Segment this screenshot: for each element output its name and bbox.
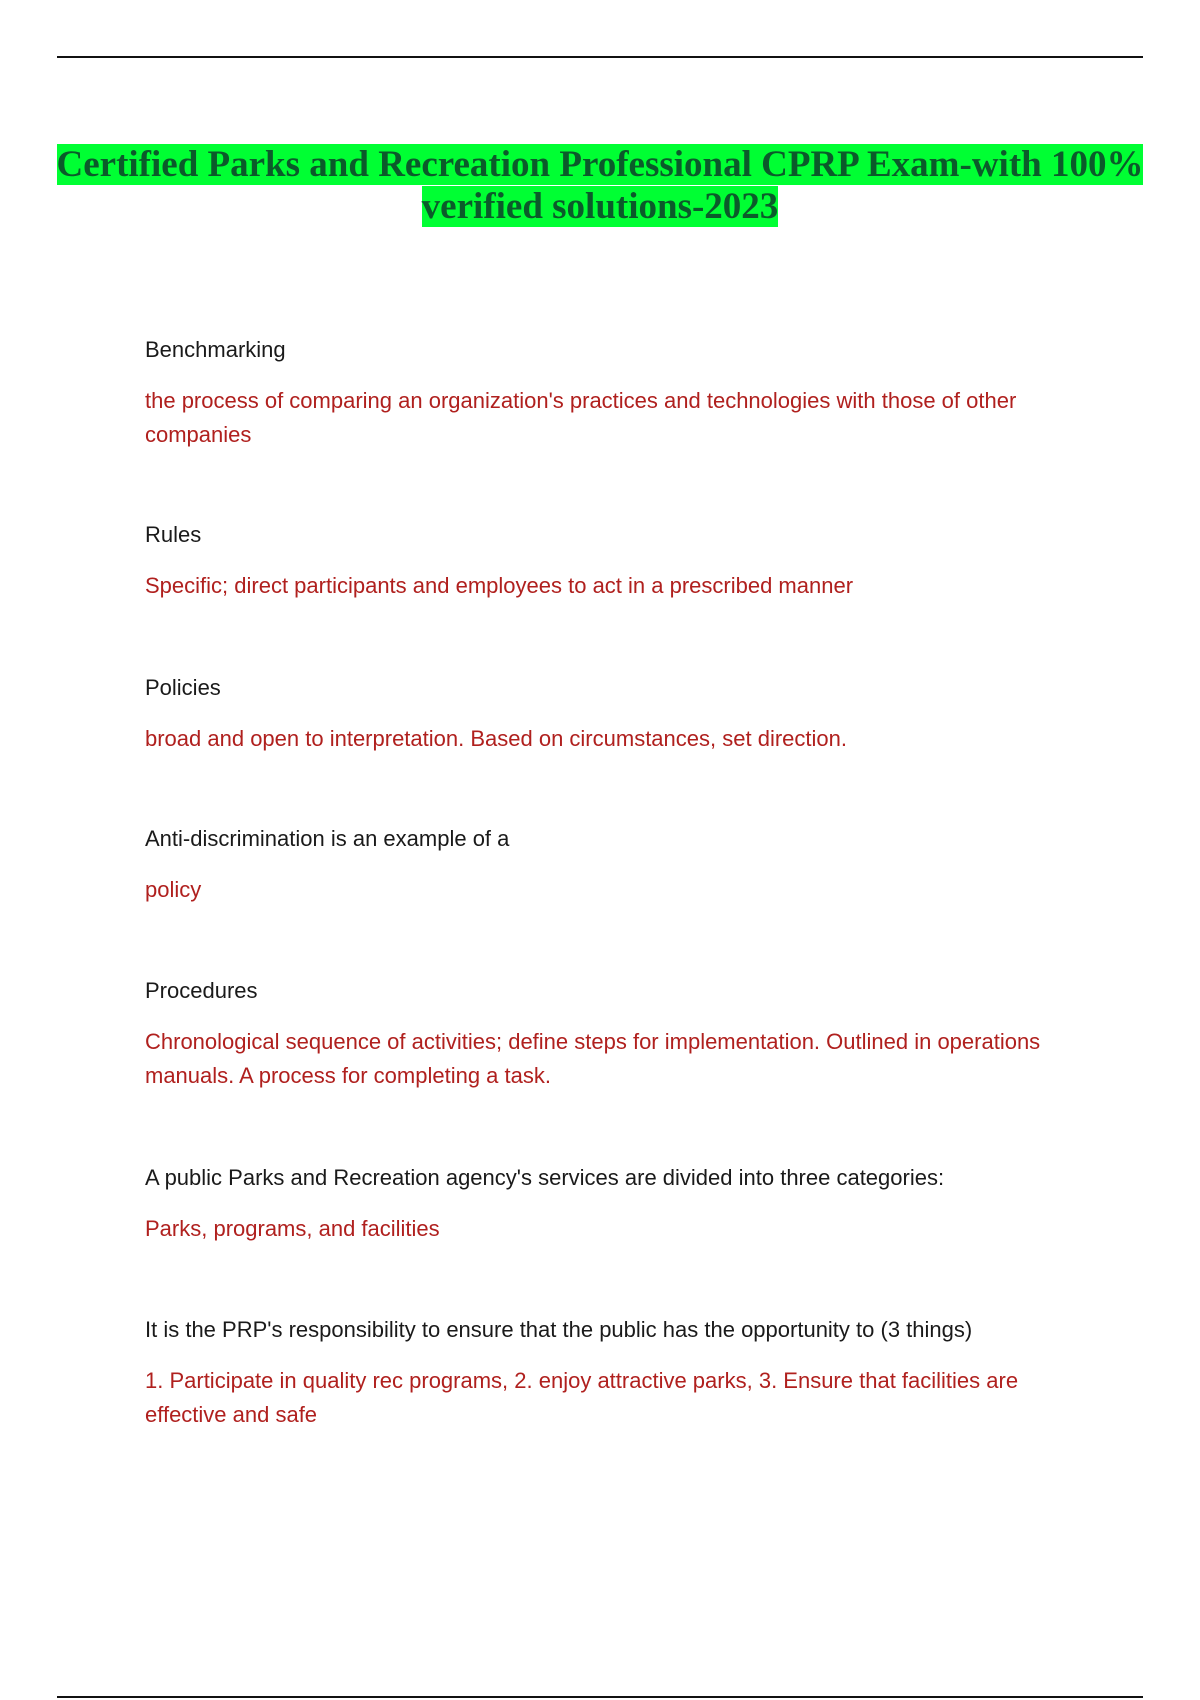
definition-text: Specific; direct participants and employees to act in a prescribed manner xyxy=(145,573,854,598)
term-text: It is the PRP's responsibility to ensure that the public has the opportunity to (3 things) xyxy=(145,1317,973,1342)
qa-item xyxy=(145,974,1045,1093)
definition-text: 1. Participate in quality rec programs, 2. enjoy attractive parks, 3. Ensure that facilities are effective and safe xyxy=(145,1368,1019,1427)
term-text: Anti-discrimination is an example of a xyxy=(145,826,510,851)
term-text: Procedures xyxy=(145,978,258,1003)
definition-text: Chronological sequence of activities; define steps for implementation. Outlined in operations manuals. A process for completing a task. xyxy=(145,1029,1041,1088)
qa-item xyxy=(145,671,1045,756)
page-title: Certified Parks and Recreation Professional CPRP Exam-with 100% verified solutions-2023 xyxy=(56,144,1144,227)
bottom-divider xyxy=(57,1696,1143,1698)
term-text: Policies xyxy=(145,675,221,700)
top-divider xyxy=(57,56,1143,58)
term-text: Benchmarking xyxy=(145,337,286,362)
term-text: Rules xyxy=(145,522,202,547)
definition-text: broad and open to interpretation. Based on circumstances, set direction. xyxy=(145,726,847,751)
title-block xyxy=(0,144,1200,228)
definition-text: the process of comparing an organization's practices and technologies with those of other companies xyxy=(145,388,1017,447)
term-text: A public Parks and Recreation agency's services are divided into three categories: xyxy=(145,1165,945,1190)
qa-item xyxy=(145,822,1045,907)
qa-item xyxy=(145,1161,1045,1246)
definition-text: Parks, programs, and facilities xyxy=(145,1216,440,1241)
qa-item xyxy=(145,333,1045,452)
qa-item xyxy=(145,518,1045,603)
definition-text: policy xyxy=(145,877,202,902)
qa-item xyxy=(145,1313,1045,1432)
